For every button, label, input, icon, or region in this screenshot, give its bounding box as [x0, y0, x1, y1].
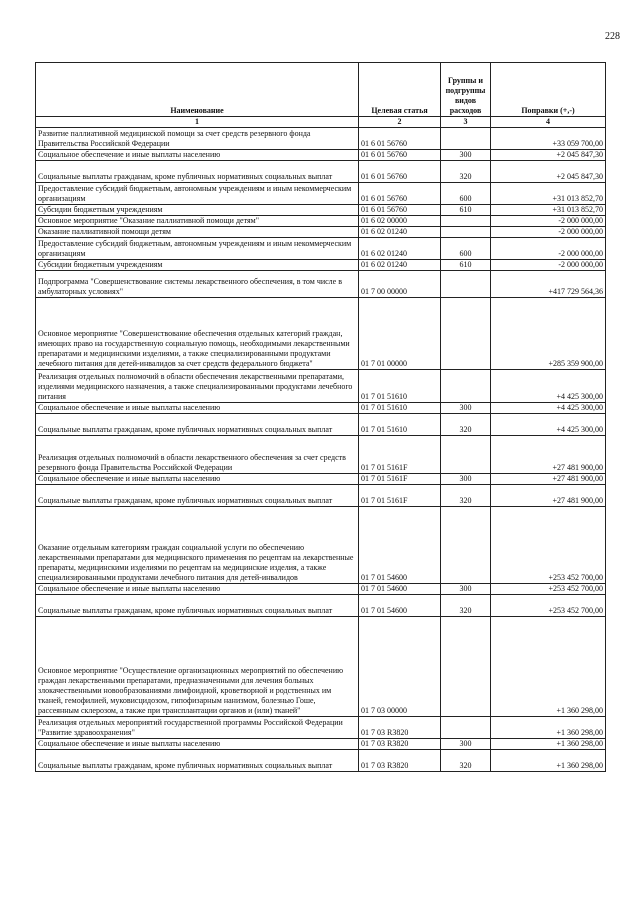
table-row	[36, 227, 606, 238]
page-number: 228	[605, 31, 620, 42]
table-row	[36, 750, 606, 772]
table-row	[36, 739, 606, 750]
header-expense-group: Группы и подгруппы видов расходов	[441, 63, 491, 117]
table-row	[36, 150, 606, 161]
row-amount: +33 059 700,00	[491, 128, 606, 150]
row-target-article: 01 6 01 56760	[359, 128, 441, 150]
row-expense-group	[441, 216, 491, 227]
table-row	[36, 436, 606, 474]
row-target-article: 01 6 01 56760	[359, 161, 441, 183]
row-expense-group	[441, 717, 491, 739]
row-amount: +253 452 700,00	[491, 584, 606, 595]
row-expense-group	[441, 370, 491, 403]
header-amendments: Поправки (+,-)	[491, 63, 606, 117]
row-expense-group: 610	[441, 205, 491, 216]
row-expense-group	[441, 507, 491, 584]
row-target-article: 01 7 03 R3820	[359, 739, 441, 750]
row-expense-group: 600	[441, 238, 491, 260]
row-target-article: 01 6 02 00000	[359, 216, 441, 227]
column-number: 4	[491, 117, 606, 128]
column-number: 3	[441, 117, 491, 128]
table-row	[36, 205, 606, 216]
row-amount: +253 452 700,00	[491, 507, 606, 584]
row-target-article: 01 6 01 56760	[359, 205, 441, 216]
row-target-article: 01 6 01 56760	[359, 183, 441, 205]
row-amount: +27 481 900,00	[491, 436, 606, 474]
row-expense-group: 300	[441, 150, 491, 161]
row-amount: +31 013 852,70	[491, 183, 606, 205]
row-expense-group: 320	[441, 161, 491, 183]
row-target-article: 01 7 03 00000	[359, 617, 441, 717]
table-row	[36, 161, 606, 183]
row-expense-group: 300	[441, 474, 491, 485]
row-target-article: 01 7 01 51610	[359, 403, 441, 414]
row-name: Социальное обеспечение и иные выплаты населению	[36, 739, 359, 750]
row-expense-group	[441, 128, 491, 150]
row-amount: +2 045 847,30	[491, 150, 606, 161]
row-name: Подпрограмма "Совершенствование системы лекарственного обеспечения, в том числе в амбулаторных условиях"	[36, 271, 359, 298]
column-number: 1	[36, 117, 359, 128]
row-expense-group: 320	[441, 414, 491, 436]
table-row	[36, 216, 606, 227]
row-amount: +27 481 900,00	[491, 474, 606, 485]
row-amount: -2 000 000,00	[491, 238, 606, 260]
row-expense-group	[441, 227, 491, 238]
row-amount: +1 360 298,00	[491, 750, 606, 772]
row-target-article: 01 6 02 01240	[359, 227, 441, 238]
row-amount: +1 360 298,00	[491, 717, 606, 739]
table-body	[36, 128, 606, 772]
row-target-article: 01 7 03 R3820	[359, 750, 441, 772]
table-row	[36, 717, 606, 739]
table-row	[36, 260, 606, 271]
row-name: Основное мероприятие "Осуществление организационных мероприятий по обеспечению граждан лекарственными препаратами, предназначенными для лечения больных злокачественными новообразованиями лимфоидной, кроветворной и родственных им тканей, гемофилией, муковисцидозом, гипофизарным нанизмом, болезнью Гоше, рассеянным склерозом, а также при трансплантации органов и (или) тканей"	[36, 617, 359, 717]
row-target-article: 01 7 01 5161F	[359, 474, 441, 485]
table-row	[36, 271, 606, 298]
row-target-article: 01 7 01 51610	[359, 370, 441, 403]
row-name: Реализация отдельных полномочий в области лекарственного обеспечения за счет средств резервного фонда Правительства Российской Федерации	[36, 436, 359, 474]
row-name: Оказание паллиативной помощи детям	[36, 227, 359, 238]
row-name: Субсидии бюджетным учреждениям	[36, 205, 359, 216]
row-expense-group	[441, 271, 491, 298]
table-row	[36, 298, 606, 370]
row-target-article: 01 7 03 R3820	[359, 717, 441, 739]
table-row	[36, 474, 606, 485]
row-name: Социальное обеспечение и иные выплаты населению	[36, 584, 359, 595]
row-target-article: 01 7 01 54600	[359, 595, 441, 617]
row-amount: -2 000 000,00	[491, 216, 606, 227]
table-row	[36, 414, 606, 436]
row-target-article: 01 7 01 54600	[359, 584, 441, 595]
row-amount: +4 425 300,00	[491, 403, 606, 414]
row-name: Оказание отдельным категориям граждан социальной услуги по обеспечению лекарственными препаратами для медицинского применения по рецептам на лекарственные препараты, медицинскими изделиями по рецептам на медицинские изделия, а также специализированными продуктами лечебного питания для детей-инвалидов	[36, 507, 359, 584]
row-expense-group: 320	[441, 750, 491, 772]
row-expense-group: 300	[441, 584, 491, 595]
row-target-article: 01 6 02 01240	[359, 260, 441, 271]
row-amount: +4 425 300,00	[491, 370, 606, 403]
row-expense-group	[441, 617, 491, 717]
row-expense-group: 320	[441, 595, 491, 617]
row-name: Реализация отдельных мероприятий государственной программы Российской Федерации "Развитие здравоохранения"	[36, 717, 359, 739]
row-name: Социальные выплаты гражданам, кроме публичных нормативных социальных выплат	[36, 595, 359, 617]
table-row	[36, 595, 606, 617]
row-name: Развитие паллиативной медицинской помощи за счет средств резервного фонда Правительства Российской Федерации	[36, 128, 359, 150]
row-target-article: 01 7 01 54600	[359, 507, 441, 584]
row-amount: +31 013 852,70	[491, 205, 606, 216]
row-expense-group: 320	[441, 485, 491, 507]
row-expense-group: 300	[441, 403, 491, 414]
row-amount: +417 729 564,36	[491, 271, 606, 298]
row-name: Социальное обеспечение и иные выплаты населению	[36, 150, 359, 161]
row-amount: +4 425 300,00	[491, 414, 606, 436]
table-row	[36, 238, 606, 260]
row-name: Социальные выплаты гражданам, кроме публичных нормативных социальных выплат	[36, 414, 359, 436]
row-expense-group: 600	[441, 183, 491, 205]
row-amount: -2 000 000,00	[491, 227, 606, 238]
row-name: Субсидии бюджетным учреждениям	[36, 260, 359, 271]
column-number: 2	[359, 117, 441, 128]
header-name: Наименование	[36, 63, 359, 117]
table-row	[36, 403, 606, 414]
table-row	[36, 183, 606, 205]
row-name: Предоставление субсидий бюджетным, автономным учреждениям и иным некоммерческим организациям	[36, 238, 359, 260]
row-target-article: 01 6 01 56760	[359, 150, 441, 161]
row-name: Социальные выплаты гражданам, кроме публичных нормативных социальных выплат	[36, 750, 359, 772]
row-expense-group: 300	[441, 739, 491, 750]
row-name: Социальное обеспечение и иные выплаты населению	[36, 474, 359, 485]
row-amount: +1 360 298,00	[491, 617, 606, 717]
row-name: Основное мероприятие "Оказание паллиативной помощи детям"	[36, 216, 359, 227]
row-expense-group: 610	[441, 260, 491, 271]
budget-amendments-table	[35, 62, 606, 772]
row-target-article: 01 7 01 5161F	[359, 436, 441, 474]
row-target-article: 01 7 01 00000	[359, 298, 441, 370]
row-expense-group	[441, 298, 491, 370]
table-row	[36, 617, 606, 717]
row-name: Социальные выплаты гражданам, кроме публичных нормативных социальных выплат	[36, 485, 359, 507]
row-expense-group	[441, 436, 491, 474]
row-name: Социальные выплаты гражданам, кроме публичных нормативных социальных выплат	[36, 161, 359, 183]
header-target-article: Целевая статья	[359, 63, 441, 117]
column-number-row	[36, 117, 606, 128]
table-row	[36, 507, 606, 584]
table-row	[36, 128, 606, 150]
row-name: Социальное обеспечение и иные выплаты населению	[36, 403, 359, 414]
row-name: Реализация отдельных полномочий в области обеспечения лекарственными препаратами, изделиями медицинского назначения, а также специализированными продуктами лечебного питания	[36, 370, 359, 403]
table-row	[36, 370, 606, 403]
table-row	[36, 584, 606, 595]
row-amount: +2 045 847,30	[491, 161, 606, 183]
row-target-article: 01 7 01 5161F	[359, 485, 441, 507]
row-target-article: 01 6 02 01240	[359, 238, 441, 260]
row-amount: -2 000 000,00	[491, 260, 606, 271]
row-amount: +285 359 900,00	[491, 298, 606, 370]
row-amount: +27 481 900,00	[491, 485, 606, 507]
table-header-row	[36, 63, 606, 117]
table-row	[36, 485, 606, 507]
row-target-article: 01 7 00 00000	[359, 271, 441, 298]
row-name: Предоставление субсидий бюджетным, автономным учреждениям и иным некоммерческим организациям	[36, 183, 359, 205]
row-target-article: 01 7 01 51610	[359, 414, 441, 436]
row-amount: +1 360 298,00	[491, 739, 606, 750]
row-name: Основное мероприятие "Совершенствование обеспечения отдельных категорий граждан, имеющих право на государственную социальную помощь, необходимыми лекарственными препаратами и медицинскими изделиями, а также специализированными продуктами лечебного питания для детей-инвалидов за счет средств федерального бюджета"	[36, 298, 359, 370]
row-amount: +253 452 700,00	[491, 595, 606, 617]
